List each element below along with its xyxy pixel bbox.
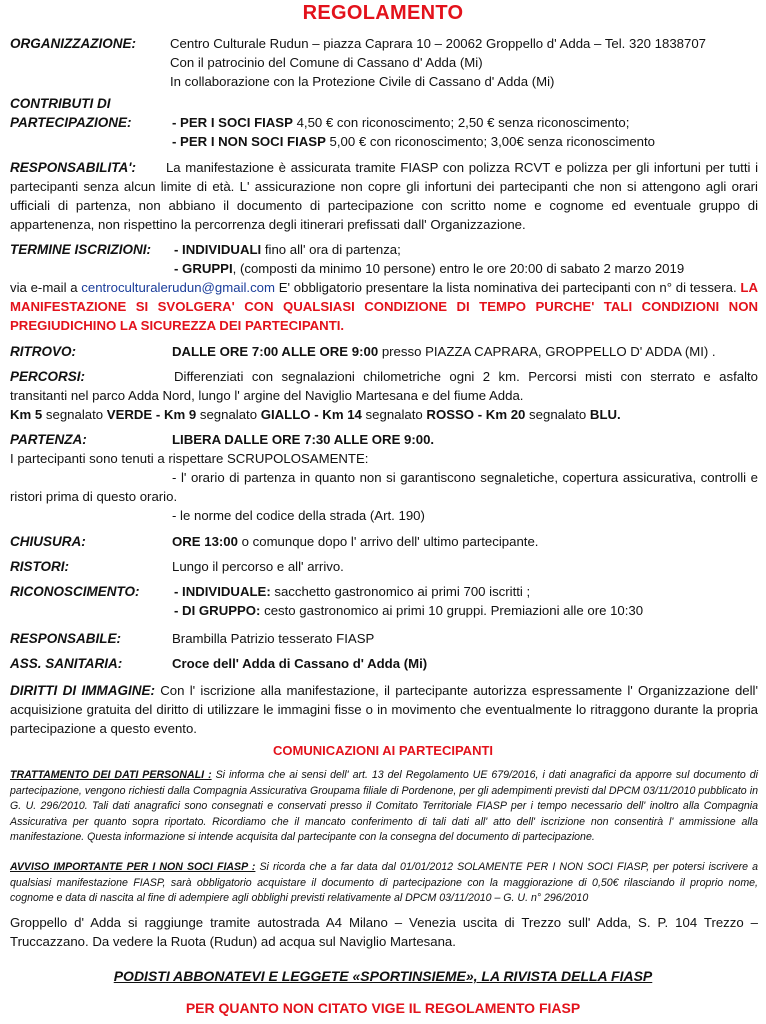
color-giallo: GIALLO xyxy=(260,407,311,422)
ritrovo-label: RITROVO: xyxy=(10,344,76,359)
responsabile-label: RESPONSABILE: xyxy=(10,631,122,646)
diritti-label: DIRITTI DI IMMAGINE: xyxy=(10,683,155,698)
segnalato-text: segnalato xyxy=(361,407,427,422)
responsabilita-text: La manifestazione è assicurata tramite FIASP con polizza RCVT e polizza per gli infortuni per tutti i partecipanti senza alcun limite di età. L' assicurazione non copre gli infortuni dei partecipanti che non si attengono agli orari ufficiali di partenza, non abbiano il documento di partecipazione con scritto nome e cognome ed eventuale gruppo di appartenenza, non rispettino la percorrenza degli itinerari prefissati dall' Organizzazione. xyxy=(10,160,758,232)
partenza-intro: I partecipanti sono tenuti a rispettare SCRUPOLOSAMENTE: xyxy=(10,451,369,466)
section-ristori xyxy=(10,557,758,576)
organizzazione-label: ORGANIZZAZIONE: xyxy=(10,36,136,51)
color-verde: VERDE xyxy=(106,407,153,422)
section-riconoscimento xyxy=(10,582,758,620)
chiusura-text: o comunque dopo l' arrivo dell' ultimo partecipante. xyxy=(237,534,539,549)
section-ass-sanitaria xyxy=(10,654,758,673)
organizzazione-line1: Centro Culturale Rudun – piazza Caprara 10 – 20062 Groppello d' Adda – Tel. 320 1838707 xyxy=(170,36,707,51)
avviso-label: AVVISO IMPORTANTE PER I NON SOCI FIASP : xyxy=(10,861,256,873)
email-suffix: E' obbligatorio presentare la lista nominativa dei partecipanti con n° di tessera. xyxy=(275,280,741,295)
sanitaria-label: ASS. SANITARIA: xyxy=(10,656,123,671)
diritti-text: Con l' iscrizione alla manifestazione, il partecipante autorizza espressamente l' Organizzazione dell' acquisizione gratuita del diritto di utilizzare le immagini fisse o in movimento che eventualmente lo ritraggono durante la propria partecipazione a questo evento. xyxy=(10,683,758,736)
section-ritrovo xyxy=(10,342,758,361)
gruppi-label: - GRUPPI xyxy=(174,261,233,276)
dati-label: TRATTAMENTO DEI DATI PERSONALI : xyxy=(10,769,212,781)
comunicazioni-heading: COMUNICAZIONI AI PARTECIPANTI xyxy=(272,743,494,758)
riconoscimento-label: RICONOSCIMENTO: xyxy=(10,584,140,599)
termine-label: TERMINE ISCRIZIONI: xyxy=(10,242,151,257)
color-blu: BLU xyxy=(589,407,618,422)
segnalato-text: segnalato xyxy=(196,407,261,422)
partenza-item-1: - l' orario di partenza in quanto non si garantiscono segnaletiche, copertura assicurativa, controlli e ristori prima di questo orario. xyxy=(10,470,758,504)
email-link[interactable]: centroculturalerudun@gmail.com xyxy=(81,280,276,295)
section-diritti-immagine xyxy=(10,681,758,738)
avviso-importante xyxy=(10,860,758,907)
section-termine-iscrizioni xyxy=(10,240,758,335)
section-chiusura xyxy=(10,532,758,551)
sanitaria-text: Croce dell' Adda di Cassano d' Adda (Mi) xyxy=(172,656,428,671)
individuale-text: sacchetto gastronomico ai primi 700 iscritti ; xyxy=(270,584,531,599)
gruppi-text: , (composti da minimo 10 persone) entro le ore 20:00 di sabato 2 marzo 2019 xyxy=(232,261,685,276)
contributi-label-2: PARTECIPAZIONE: xyxy=(10,115,132,130)
ristori-text: Lungo il percorso e all' arrivo. xyxy=(172,559,344,574)
color-rosso: ROSSO xyxy=(426,407,475,422)
avviso-text: Si ricorda che a far data dal 01/01/2012 SOLAMENTE PER I NON SOCI FIASP, per potersi iscrivere a qualsiasi manifestazione FIASP, sarà obbligatorio acquistare il documento di partecipazione con la maggiorazione di 0,50€ rilasciando il proprio nome, cognome e data di nascita al fine di adempiere agli obblighi previsti relativamente al DPCM 03/11/2010 – G. U. n° 296/2010 xyxy=(10,861,758,904)
dash: - xyxy=(310,407,323,422)
ritrovo-time: DALLE ORE 7:00 ALLE ORE 9:00 xyxy=(172,344,379,359)
section-percorsi xyxy=(10,367,758,424)
dati-text: Si informa che ai sensi dell' art. 13 del Regolamento UE 679/2016, i dati anagrafici da apporre sul documento di partecipazione, vengono richiesti dalla Compagnia Assicurativa Groupama filiale di Pordenone, per gli adempimenti previsti dal DPCM 03/11/2010 pubblicato in G. U. 296/2010. Tali dati anagrafici sono consegnati e conservati presso il Comitato Territoriale FIASP per i tempo necessario dell' inoltro alla Compagnia Assicurativa per quanto sopra riportato. Ricordiamo che il mancato conferimento di tali dati all' atto dell' iscrizione non consentirà l' ammissione alla manifestazione. Questa informazione si intende acquisita dal partecipante con la consegna del documento di partecipazione. xyxy=(10,769,759,843)
responsabilita-label: RESPONSABILITA': xyxy=(10,160,136,175)
km14-label: Km 14 xyxy=(322,407,362,422)
di-gruppo-text: cesto gastronomico ai primi 10 gruppi. Premiazioni alle ore 10:30 xyxy=(260,603,644,618)
km5-label: Km 5 xyxy=(10,407,43,422)
non-soci-fiasp-text: 5,00 € con riconoscimento; 3,00€ senza riconoscimento xyxy=(325,134,656,149)
soci-fiasp-label: - PER I SOCI FIASP xyxy=(172,115,293,130)
di-gruppo-label: - DI GRUPPO: xyxy=(174,603,261,618)
section-responsabilita xyxy=(10,158,758,234)
trattamento-dati xyxy=(10,768,758,846)
ristori-label: RISTORI: xyxy=(10,559,70,574)
section-organizzazione xyxy=(10,34,758,91)
section-responsabile xyxy=(10,629,758,648)
individuale-label: - INDIVIDUALE: xyxy=(174,584,271,599)
section-contributi xyxy=(10,94,758,151)
organizzazione-line3: In collaborazione con la Protezione Civile di Cassano d' Adda (Mi) xyxy=(170,74,555,89)
segnalato-text: segnalato xyxy=(525,407,590,422)
individuali-label: - INDIVIDUALI xyxy=(174,242,262,257)
email-prefix: via e-mail a xyxy=(10,280,82,295)
weather-warning: LA MANIFESTAZIONE SI SVOLGERA' CON QUALSIASI CONDIZIONE DI TEMPO PURCHE' TALI CONDIZIONI NON PREGIUDICHINO LA SICUREZZA DEI PARTECIPANTI. xyxy=(10,280,758,333)
individuali-text: fino all' ora di partenza; xyxy=(261,242,401,257)
ritrovo-place: presso PIAZZA CAPRARA, GROPPELLO D' ADDA (MI) . xyxy=(378,344,716,359)
responsabile-text: Brambilla Patrizio tesserato FIASP xyxy=(172,631,375,646)
contributi-label-1: CONTRIBUTI DI xyxy=(10,96,111,111)
chiusura-label: CHIUSURA: xyxy=(10,534,86,549)
percorsi-distances: Km 5 segnalato VERDE - Km 9 segnalato GIALLO - Km 14 segnalato ROSSO - Km 20 segnalato BLU. xyxy=(10,407,621,422)
km20-label: Km 20 xyxy=(485,407,526,422)
partenza-item-2: - le norme del codice della strada (Art. 190) xyxy=(172,508,425,523)
non-soci-fiasp-label: - PER I NON SOCI FIASP xyxy=(172,134,326,149)
km9-label: Km 9 xyxy=(163,407,197,422)
chiusura-time: ORE 13:00 xyxy=(172,534,238,549)
percorsi-text: Differenziati con segnalazioni chilometriche ogni 2 km. Percorsi misti con sterrato e asfalto transitanti nel parco Adda Nord, lungo l' argine del Naviglio Martesana e del fiume Adda. xyxy=(10,369,758,403)
segnalato-text: segnalato xyxy=(42,407,107,422)
partenza-label: PARTENZA: xyxy=(10,432,87,447)
soci-fiasp-text: 4,50 € con riconoscimento; 2,50 € senza riconoscimento; xyxy=(292,115,630,130)
dash: - xyxy=(474,407,486,422)
page-title: REGOLAMENTO xyxy=(302,2,464,24)
percorsi-label: PERCORSI: xyxy=(10,369,86,384)
partenza-time: LIBERA DALLE ORE 7:30 ALLE ORE 9:00. xyxy=(172,432,435,447)
footer-sportinsieme: PODISTI ABBONATEVI E LEGGETE «SPORTINSIEME», LA RIVISTA DELLA FIASP xyxy=(113,968,653,984)
groppello-directions: Groppello d' Adda si raggiunge tramite autostrada A4 Milano – Venezia uscita di Trezzo sull' Adda, S. P. 104 Trezzo – Truccazzano. Da vedere la Ruota (Rudun) ad acqua sul Naviglio Martesana. xyxy=(10,915,758,949)
dash: - xyxy=(152,407,164,422)
organizzazione-line2: Con il patrocinio del Comune di Cassano d' Adda (Mi) xyxy=(170,55,483,70)
section-partenza xyxy=(10,430,758,525)
footer-regolamento-fiasp: PER QUANTO NON CITATO VIGE IL REGOLAMENTO FIASP xyxy=(185,1000,581,1016)
